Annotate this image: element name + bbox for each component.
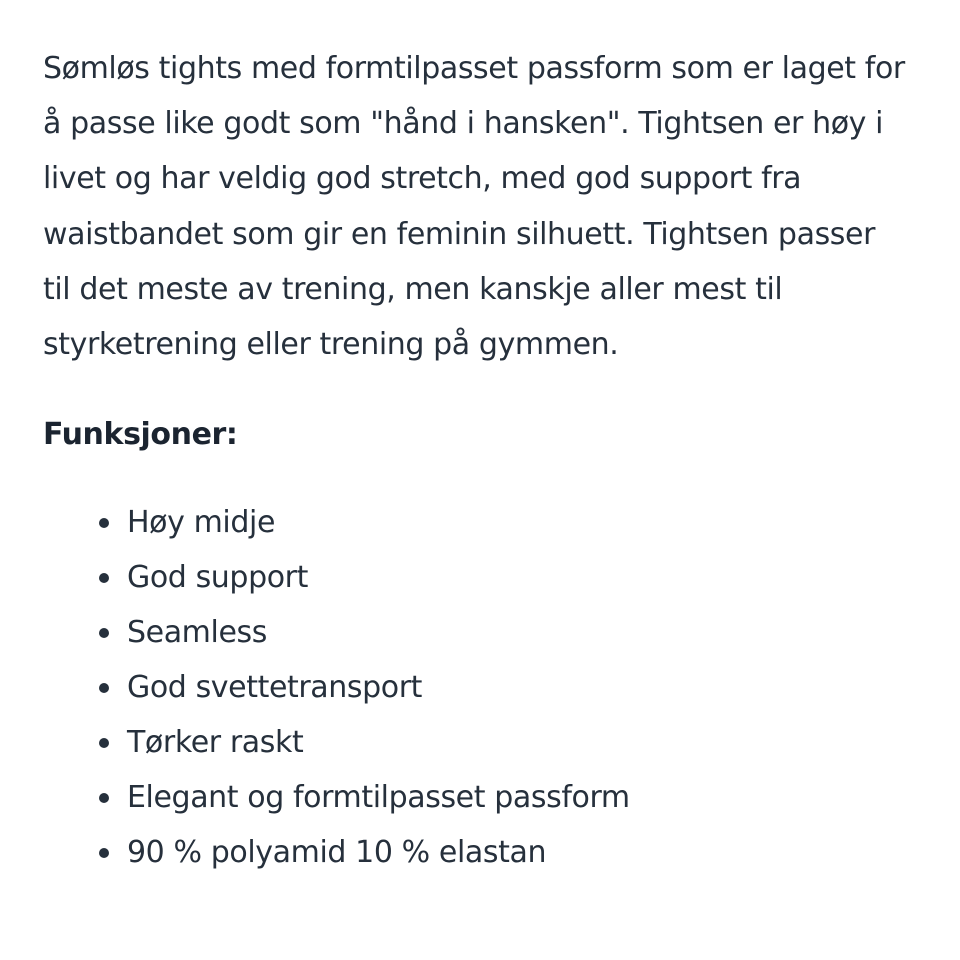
feature-label: Tørker raskt: [127, 725, 304, 761]
bullet-icon: [99, 848, 109, 858]
bullet-icon: [99, 518, 109, 528]
product-description: Sømløs tights med formtilpasset passform som er laget for å passe like godt som "hånd i hansken". Tightsen er høy i livet og har veldig god stretch, med god support fra waistbandet som gir en feminin silhuett. Tightsen passer til det meste av trening, men kanskje aller mest til styrketrening eller trening på gymmen.: [43, 51, 905, 363]
list-item: [127, 605, 923, 660]
bullet-icon: [99, 738, 109, 748]
feature-label: God svettetransport: [127, 670, 423, 706]
feature-label: Seamless: [127, 615, 267, 651]
list-item: [127, 770, 923, 825]
list-item: [127, 660, 923, 715]
bullet-icon: [99, 683, 109, 693]
list-item: [127, 825, 923, 880]
feature-label: Elegant og formtilpasset passform: [127, 780, 630, 816]
bullet-icon: [99, 793, 109, 803]
feature-label: God support: [127, 560, 308, 596]
list-item: [127, 715, 923, 770]
list-item: [127, 550, 923, 605]
product-description-section: [43, 41, 923, 880]
list-item: [127, 495, 923, 550]
features-list: [43, 495, 923, 880]
feature-label: 90 % polyamid 10 % elastan: [127, 835, 547, 871]
bullet-icon: [99, 628, 109, 638]
bullet-icon: [99, 573, 109, 583]
feature-label: Høy midje: [127, 505, 275, 541]
features-heading: Funksjoner:: [43, 417, 238, 453]
